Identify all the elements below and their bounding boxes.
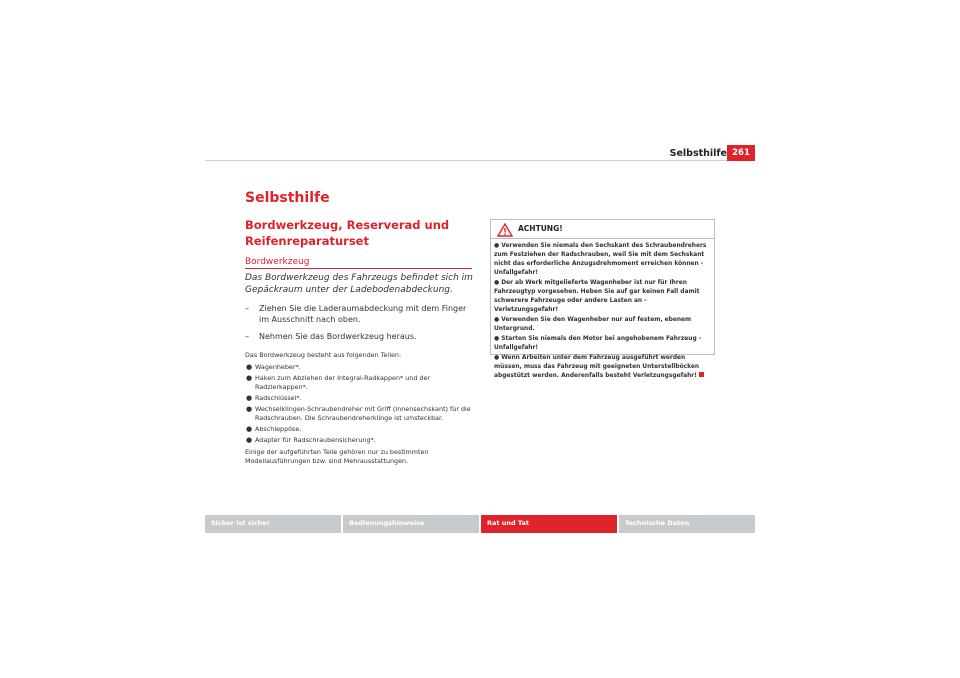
bullet-icon: ● — [494, 355, 500, 361]
chapter-title: Selbsthilfe — [245, 190, 330, 206]
list-item: ● Wagenheber*. — [246, 363, 301, 371]
body-text — [245, 351, 473, 469]
bullet-icon: ● — [494, 243, 500, 249]
list-item: ● Adapter für Radschraubensicherung*. — [246, 436, 376, 444]
step-text: Nehmen Sie das Bordwerkzeug heraus. — [259, 332, 417, 341]
intro-text: Das Bordwerkzeug des Fahrzeugs befindet sich im Gepäckraum unter der Ladebodenabdeckung. — [245, 273, 473, 295]
section-title: Bordwerkzeug, Reserverad und Reifenreparaturset — [245, 218, 450, 248]
warning-item: ● Der ab Werk mitgelieferte Wagenheber ist nur für Ihren Fahrzeugtyp vorgesehen. Heben Sie auf gar keinen Fall damit schwerere Fahrzeuge oder andere Lasten an - Verletzungsgefahr! — [494, 280, 700, 313]
bullet-icon: ● — [494, 336, 500, 342]
footer-tab-rat-und-tat[interactable]: Rat und Tat — [481, 515, 617, 533]
bullet-icon: ● — [246, 405, 253, 413]
step-list — [245, 303, 473, 348]
bullet-icon: ● — [494, 317, 500, 323]
tool-list — [245, 363, 473, 445]
bullet-icon: ● — [494, 280, 500, 286]
step-item — [245, 331, 473, 342]
page-number: 261 — [727, 145, 755, 161]
bullet-icon: ● — [246, 363, 253, 371]
end-marker-icon — [699, 372, 704, 377]
warning-box — [490, 219, 715, 379]
body-note: Einige der aufgeführten Teile gehören nur zu bestimmten Modellausführungen bzw. sind Mehrausstattungen. — [245, 448, 429, 465]
warning-body — [491, 239, 714, 381]
step-dash: – — [245, 304, 249, 313]
running-header-title: Selbsthilfe — [669, 148, 727, 159]
warning-title: ACHTUNG! — [518, 224, 563, 233]
bullet-icon: ● — [246, 425, 253, 433]
step-dash: – — [245, 332, 249, 341]
footer-tab-bedienung[interactable]: Bedienungshinweise — [343, 515, 479, 533]
warning-item: ● Wenn Arbeiten unter dem Fahrzeug ausgeführt werden müssen, muss das Fahrzeug mit geeigneten Unterstellböcken abgestützt werden. Anderenfalls besteht Verletzungsgefahr! — [494, 354, 711, 381]
bullet-icon: ● — [246, 436, 253, 444]
footer-tab-sicher[interactable]: Sicher ist sicher — [205, 515, 341, 533]
warning-item: ● Verwenden Sie niemals den Sechskant des Schraubendrehers zum Festziehen der Radschrauben, weil Sie mit dem Sechskant nicht das erforderliche Anzugsdrehmoment erreichen können - Unfallgefahr! — [494, 243, 707, 276]
step-item — [245, 303, 473, 325]
warning-header — [491, 220, 714, 239]
footer-tab-technische-daten[interactable]: Technische Daten — [619, 515, 755, 533]
header-rule — [205, 160, 755, 161]
subsection-title: Bordwerkzeug — [245, 257, 472, 269]
list-item: ● Abschleppöse. — [246, 425, 302, 433]
body-intro: Das Bordwerkzeug besteht aus folgenden Teilen: — [245, 351, 402, 359]
bullet-icon: ● — [246, 374, 253, 382]
warning-item: ● Verwenden Sie den Wagenheber nur auf festem, ebenem Untergrund. — [494, 317, 692, 332]
step-text: Ziehen Sie die Laderaumabdeckung mit dem Finger im Ausschnitt nach oben. — [259, 304, 467, 324]
footer-nav — [205, 515, 755, 533]
warning-triangle-icon — [497, 222, 513, 241]
warning-item: ● Starten Sie niemals den Motor bei angehobenem Fahrzeug - Unfallgefahr! — [494, 336, 702, 351]
list-item: ● Radschlüssel*. — [246, 394, 302, 402]
bullet-icon: ● — [246, 394, 253, 402]
list-item: ● Haken zum Abziehen der Integral-Radkappen* und der Radzierkappen*. — [246, 374, 431, 391]
list-item: ● Wechselklingen-Schraubendreher mit Griff (Innensechskant) für die Radschrauben. Die Schraubendreherklinge ist umsteckbar. — [246, 405, 471, 422]
